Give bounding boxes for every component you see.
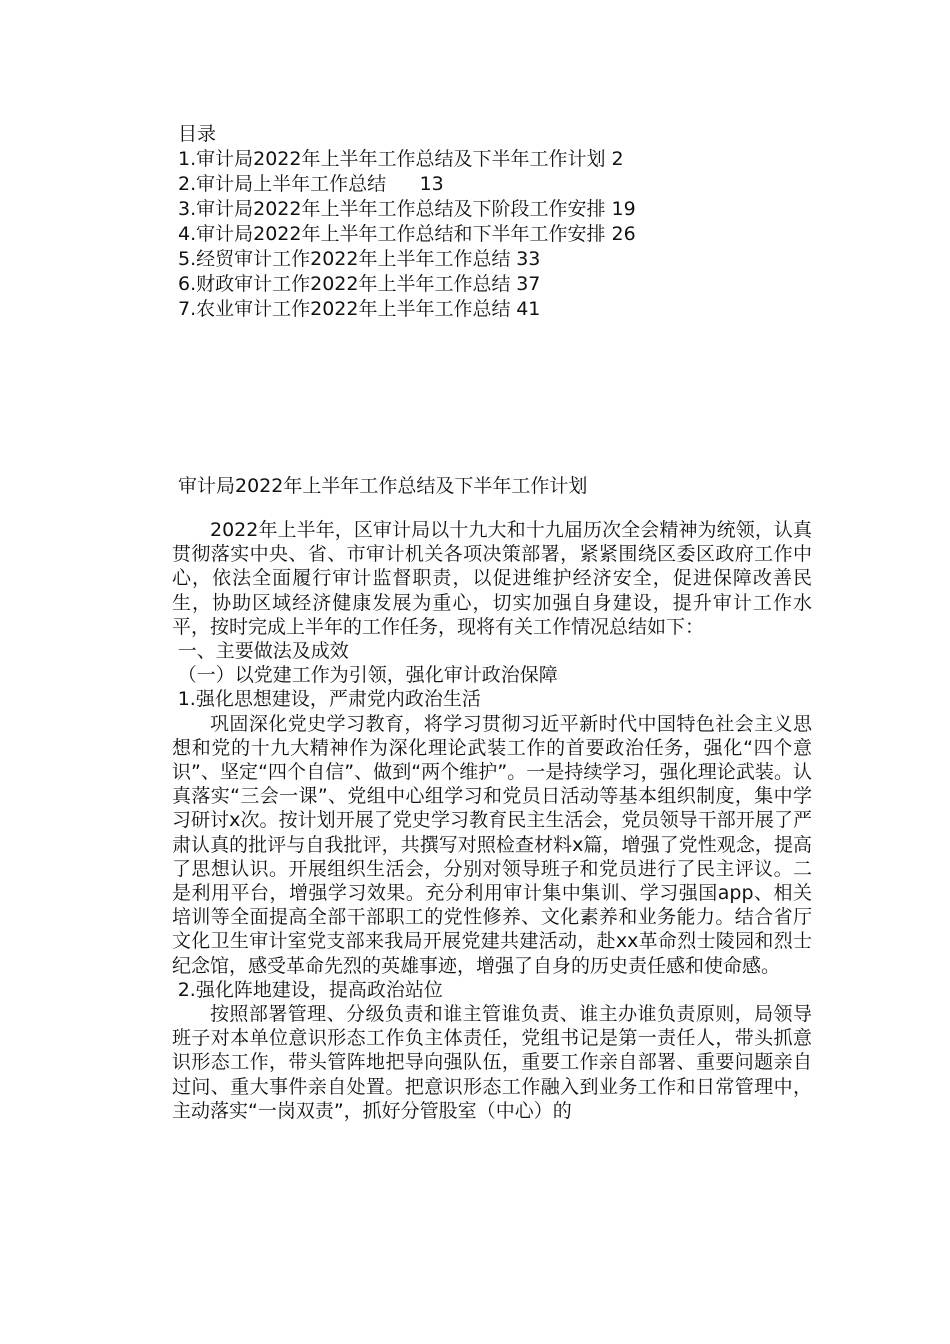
section-heading-1: 一、主要做法及成效 [177,640,349,663]
item-heading-1: 1.强化思想建设，严肃党内政治生活 [177,688,481,711]
intro-paragraph: 2022年上半年，区审计局以十九大和十九届历次全会精神为统领，认真贯彻落实中央、省、市审计机关各项决策部署，紧紧围绕区委区政府工作中心，依法全面履行审计监督职责，以促进维护经济安全，促进保障改善民生，协助区域经济健康发展为重心，切实加强自身建设，提升审计工作水平，按时完成上半年的工作任务，现将有关工作情况总结如下： [172,519,812,638]
document-title: 审计局2022年上半年工作总结及下半年工作计划 [178,475,588,497]
item-2-paragraph: 按照部署管理、分级负责和谁主管谁负责、谁主办谁负责原则，局领导班子对本单位意识形态工作负主体责任，党组书记是第一责任人，带头抓意识形态工作，带头管阵地把导向强队伍，重要工作亲自部署、重要问题亲自过问、重大事件亲自处置。把意识形态工作融入到业务工作和日常管理中，主动落实“一岗双责”，抓好分管股室（中心）的 [172,1003,812,1122]
item-heading-2: 2.强化阵地建设，提高政治站位 [177,978,443,1001]
toc-item-5[interactable]: 5.经贸审计工作2022年上半年工作总结 33 [178,248,541,270]
toc-title: 目录 [178,123,217,145]
subsection-heading-1: （一）以党建工作为引领，强化审计政治保障 [177,664,558,687]
toc-item-4[interactable]: 4.审计局2022年上半年工作总结和下半年工作安排 26 [178,223,636,245]
document-body [172,518,812,1123]
toc-item-6[interactable]: 6.财政审计工作2022年上半年工作总结 37 [178,273,541,295]
table-of-contents [178,122,798,322]
item-1-paragraph: 巩固深化党史学习教育，将学习贯彻习近平新时代中国特色社会主义思想和党的十九大精神作为深化理论武装工作的首要政治任务，强化“四个意识”、坚定“四个自信”、做到“两个维护”。一是持续学习，强化理论武装。认真落实“三会一课”、党组中心组学习和党员日活动等基本组织制度，集中学习研讨x次。按计划开展了党史学习教育民主生活会，党员领导干部开展了严肃认真的批评与自我批评，共撰写对照检查材料x篇，增强了党性观念，提高了思想认识。开展组织生活会，分别对领导班子和党员进行了民主评议。二是利用平台，增强学习效果。充分利用审计集中集训、学习强国app、相关培训等全面提高全部干部职工的党性修养、文化素养和业务能力。结合省厅文化卫生审计室党支部来我局开展党建共建活动，赴xx革命烈士陵园和烈士纪念馆，感受革命先烈的英雄事迹，增强了自身的历史责任感和使命感。 [172,712,812,977]
toc-item-3[interactable]: 3.审计局2022年上半年工作总结及下阶段工作安排 19 [178,198,636,220]
toc-item-7[interactable]: 7.农业审计工作2022年上半年工作总结 41 [178,298,541,320]
toc-item-2[interactable]: 2.审计局上半年工作总结 13 [178,173,444,195]
toc-item-1[interactable]: 1.审计局2022年上半年工作总结及下半年工作计划 2 [178,148,624,170]
